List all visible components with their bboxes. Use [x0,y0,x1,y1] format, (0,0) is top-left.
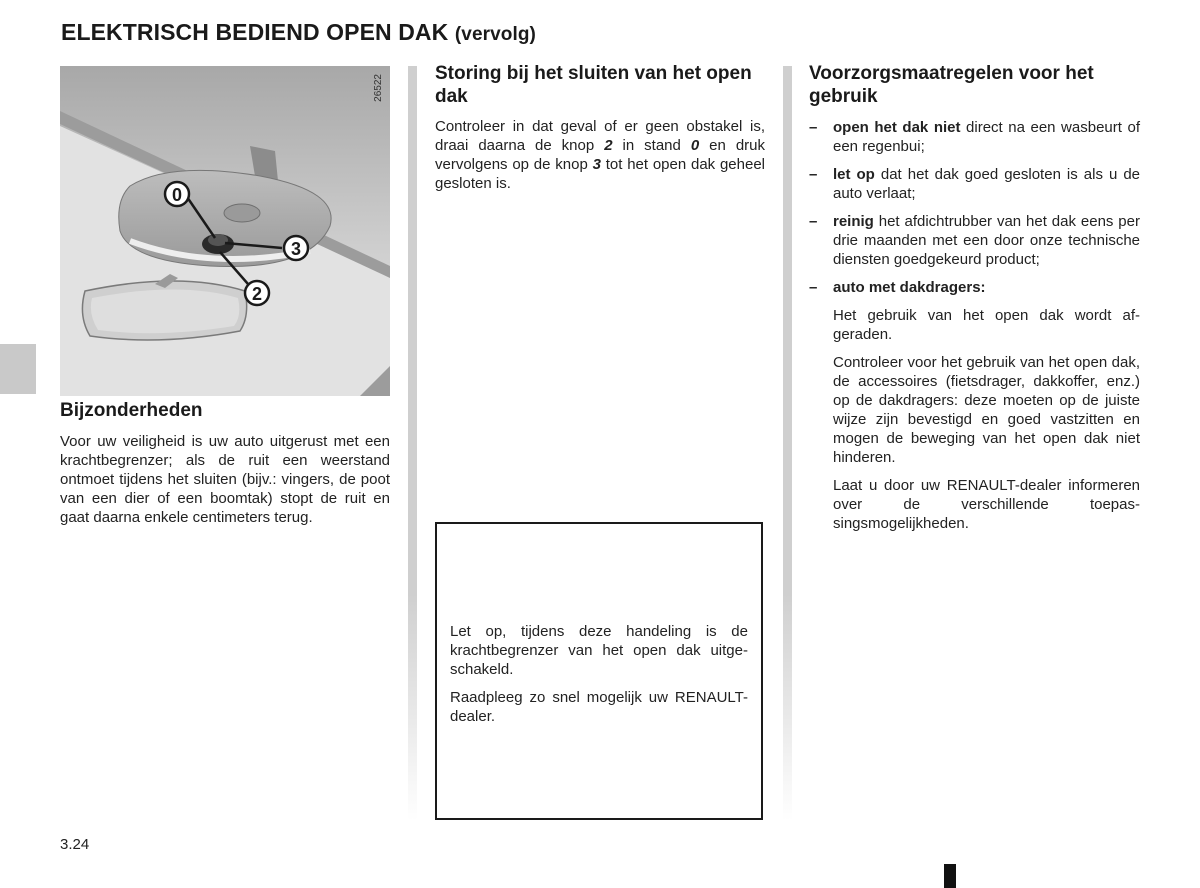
dash-bullet: – [809,166,818,183]
callout-2: 2 [251,284,263,304]
item-bold: open het dak niet [833,119,961,136]
warning-note-box [435,522,763,820]
section-heading-precautions: Voorzorgsmaatregelen voor het gebruik [809,63,1094,107]
paragraph-text: in stand [612,137,691,154]
item-text: direct na een wasbeurt of een regenbui; [833,119,1140,155]
paragraph-text: Controleer in dat geval of er geen obstakel is, draai daarna de knop [435,118,765,154]
column-divider-right [783,66,792,821]
callout-0: 0 [171,185,183,205]
item-text: het afdichtrubber van het dak eens per drie maanden met een door onze technische diensten goedgekeurd product; [833,213,1140,268]
knob-ref-3: 3 [592,156,601,173]
column-divider-left [408,66,417,821]
dash-bullet: – [809,279,818,296]
section-heading-closing-fault: Storing bij het sluiten van het open dak [435,63,752,107]
item-bold: auto met dakdragers: [833,279,986,296]
knob-ref-2: 2 [604,137,613,154]
sunroof-control-illustration [60,66,390,396]
sub-paragraph: Controleer voor het gebruik van het open dak, de accessoires (fietsdrager, dakkoffer, enz.) op de dakdragers: deze moeten op de juiste wijze zijn bevestigd en goed vastzitten en mogen de beweging van het open dak niet hinderen. [833,354,1140,466]
sub-paragraph: Laat u door uw RENAULT-dealer informeren over de verschillende toepassingsmogelijkheden. [833,477,1140,532]
roof-rack-details [809,306,1140,533]
position-ref-0: 0 [690,137,700,154]
item-bold: reinig [833,213,874,230]
page-title [61,19,536,46]
precautions-list [809,118,1140,297]
list-item [809,212,1140,269]
section-heading-particularities: Bijzonderheden [60,400,203,421]
dash-bullet: – [809,119,818,136]
illustration-drawing [60,66,390,396]
list-item [809,278,1140,297]
paragraph-text: tot het open dak geheel gesloten is. [435,156,766,192]
page-edge-mark [944,864,956,888]
item-bold: let op [833,166,875,183]
sub-paragraph: Het gebruik van het open dak wordt afgeraden. [833,307,1140,343]
right-column [809,62,1140,542]
list-item [809,165,1140,203]
particularities-paragraph: Voor uw veiligheid is uw auto uitgerust met een krachtbegrenzer; als de ruit een weerstand ontmoet tijdens het sluiten (bijv.: vingers, de poot van een dier of een boomtak) stopt de ruit en gaat daarna enkele centimeters terug. [60,433,390,526]
middle-column [435,62,765,193]
title-subtitle: (vervolg) [454,24,536,45]
left-column [60,400,390,527]
section-tab-marker [0,344,36,394]
figure-number: 26522 [373,74,384,102]
item-text: dat het dak goed gesloten is als u de auto verlaat; [833,166,1141,202]
paragraph-text: en druk vervolgens op de knop [435,137,766,173]
page-number: 3.24 [60,836,90,853]
note-paragraph-1: Let op, tijdens deze handeling is de krachtbegrenzer van het open dak uitgeschakeld. [450,623,748,678]
dash-bullet: – [809,213,818,230]
list-item [809,118,1140,156]
closing-fault-paragraph [435,117,765,193]
callout-3: 3 [290,239,302,259]
note-paragraph-2: Raadpleeg zo snel mogelijk uw RENAULT-dealer. [450,689,748,725]
title-main: ELEKTRISCH BEDIEND OPEN DAK [61,19,449,45]
